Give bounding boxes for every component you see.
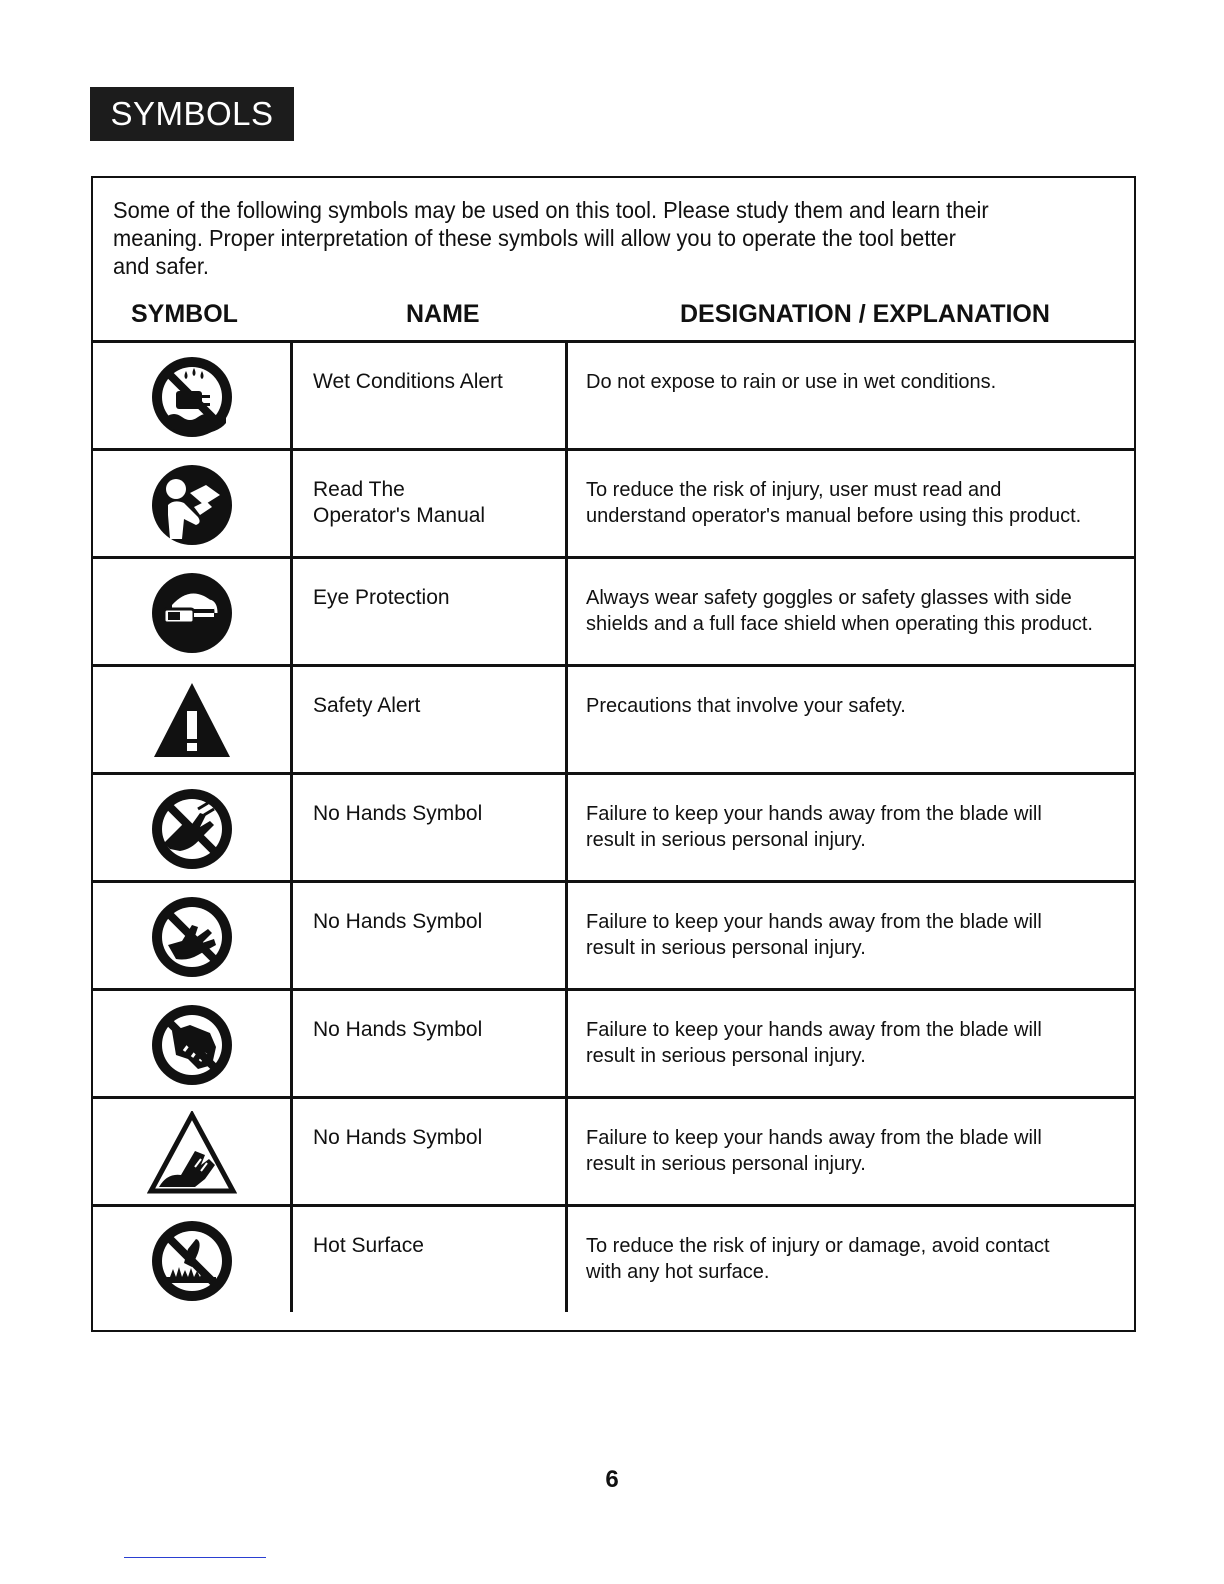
explanation-text: Always wear safety goggles or safety glasses with side xyxy=(586,587,1072,609)
explanation-cell xyxy=(568,991,1134,1096)
table-row xyxy=(93,451,1134,559)
intro-line: and safer. xyxy=(113,253,209,279)
table-row xyxy=(93,1099,1134,1207)
explanation-text: Failure to keep your hands away from the blade will xyxy=(586,1019,1042,1041)
explanation-text: Do not expose to rain or use in wet conditions. xyxy=(586,371,997,393)
name-text: No Hands Symbol xyxy=(313,802,483,825)
section-title: SYMBOLS xyxy=(90,87,294,141)
name-cell xyxy=(293,775,568,880)
symbol-cell xyxy=(93,775,293,880)
name-cell xyxy=(293,1207,568,1312)
name-text: No Hands Symbol xyxy=(313,1126,483,1149)
explanation-text: understand operator's manual before using this product. xyxy=(586,505,1082,527)
explanation-text: result in serious personal injury. xyxy=(586,1045,866,1067)
name-cell xyxy=(293,883,568,988)
symbol-cell xyxy=(93,1207,293,1312)
footer-rule xyxy=(124,1557,266,1558)
name-text: No Hands Symbol xyxy=(313,910,483,933)
table-row xyxy=(93,1207,1134,1312)
table-row xyxy=(93,559,1134,667)
hot-surface-icon xyxy=(150,1219,234,1303)
name-cell xyxy=(293,343,568,448)
explanation-text: To reduce the risk of injury or damage, avoid contact xyxy=(586,1235,1050,1257)
page-number: 6 xyxy=(605,1466,619,1493)
intro-line: meaning. Proper interpretation of these symbols will allow you to operate the tool better xyxy=(113,225,956,251)
explanation-cell xyxy=(568,451,1134,556)
explanation-cell xyxy=(568,559,1134,664)
table-row xyxy=(93,667,1134,775)
no-hands-icon xyxy=(150,895,234,979)
no-hands-icon xyxy=(150,787,234,871)
explanation-cell xyxy=(568,1099,1134,1204)
name-text: No Hands Symbol xyxy=(313,1018,483,1041)
explanation-cell xyxy=(568,775,1134,880)
explanation-cell xyxy=(568,343,1134,448)
wet-conditions-icon xyxy=(150,355,234,439)
name-text: Hot Surface xyxy=(313,1234,424,1257)
table-row xyxy=(93,883,1134,991)
explanation-text: result in serious personal injury. xyxy=(586,1153,866,1175)
table-row xyxy=(93,991,1134,1099)
explanation-text: Failure to keep your hands away from the blade will xyxy=(586,911,1042,933)
symbol-cell xyxy=(93,667,293,772)
name-text: Wet Conditions Alert xyxy=(313,370,503,393)
table-row xyxy=(93,775,1134,883)
symbols-table-frame xyxy=(91,176,1136,1332)
symbol-cell xyxy=(93,991,293,1096)
name-text: Safety Alert xyxy=(313,694,421,717)
symbol-cell xyxy=(93,559,293,664)
no-hands-icon xyxy=(150,1003,234,1087)
read-manual-icon xyxy=(150,463,234,547)
column-header-symbol: SYMBOL xyxy=(131,300,238,328)
intro-line: Some of the following symbols may be used on this tool. Please study them and learn their xyxy=(113,197,989,223)
explanation-text: with any hot surface. xyxy=(586,1261,770,1283)
eye-protection-icon xyxy=(150,571,234,655)
name-text: Read The xyxy=(313,478,405,501)
explanation-cell xyxy=(568,1207,1134,1312)
explanation-cell xyxy=(568,667,1134,772)
name-cell xyxy=(293,991,568,1096)
name-text: Operator's Manual xyxy=(313,504,486,527)
name-cell xyxy=(293,451,568,556)
column-header-name: NAME xyxy=(406,300,480,328)
table-row xyxy=(93,343,1134,451)
symbol-cell xyxy=(93,451,293,556)
symbol-cell xyxy=(93,883,293,988)
intro-paragraph xyxy=(113,196,1054,280)
explanation-text: shields and a full face shield when operating this product. xyxy=(586,613,1093,635)
explanation-text: Failure to keep your hands away from the blade will xyxy=(586,1127,1042,1149)
name-cell xyxy=(293,559,568,664)
name-text: Eye Protection xyxy=(313,586,450,609)
explanation-cell xyxy=(568,883,1134,988)
explanation-text: To reduce the risk of injury, user must read and xyxy=(586,479,1002,501)
explanation-text: result in serious personal injury. xyxy=(586,937,866,959)
name-cell xyxy=(293,1099,568,1204)
symbol-cell xyxy=(93,1099,293,1204)
explanation-text: Failure to keep your hands away from the blade will xyxy=(586,803,1042,825)
explanation-text: result in serious personal injury. xyxy=(586,829,866,851)
no-hands-warning-triangle-icon xyxy=(147,1111,237,1195)
column-header-explanation: DESIGNATION / EXPLANATION xyxy=(680,300,1050,328)
name-cell xyxy=(293,667,568,772)
safety-alert-icon xyxy=(150,679,234,763)
symbol-cell xyxy=(93,343,293,448)
explanation-text: Precautions that involve your safety. xyxy=(586,695,906,717)
symbols-table xyxy=(93,340,1134,1312)
